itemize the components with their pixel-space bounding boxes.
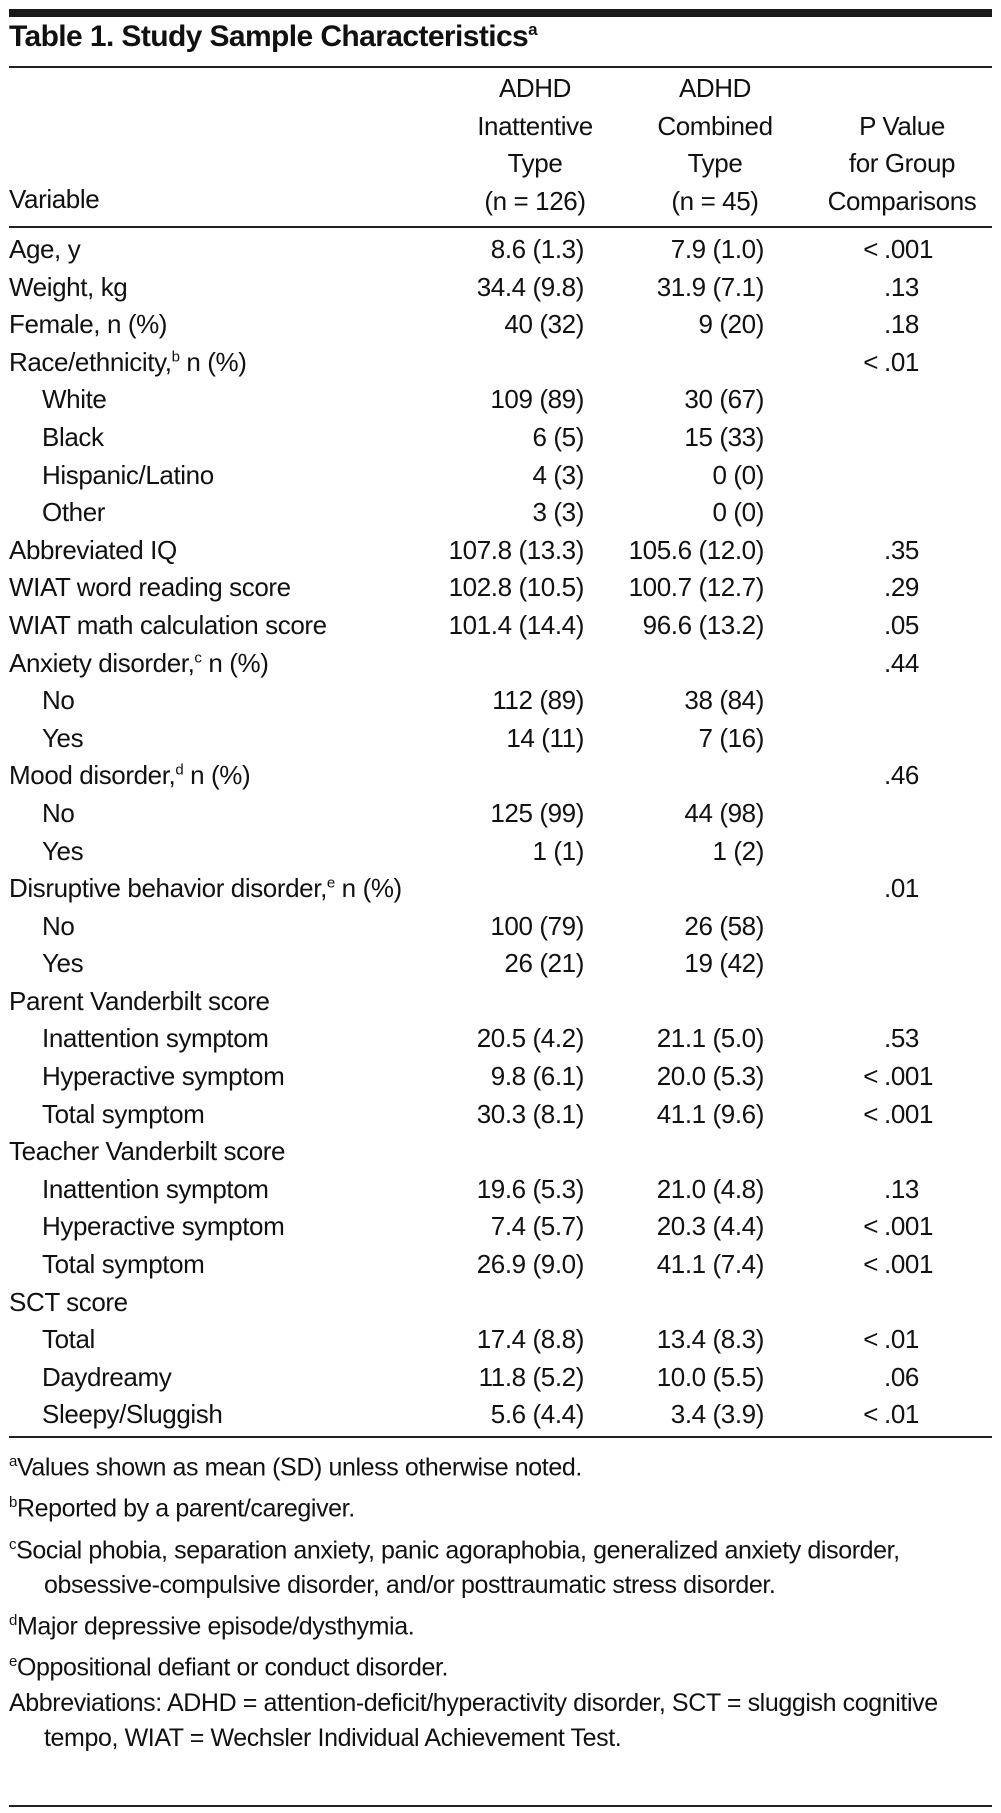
row-label: No — [42, 685, 75, 716]
row-label: Hispanic/Latino — [42, 459, 214, 490]
table-body — [9, 231, 992, 1434]
combined-value: 96.6 (13.2) — [642, 609, 764, 640]
combined-value: 38 (84) — [684, 685, 764, 716]
table-row — [9, 1058, 992, 1096]
combined-value: 41.1 (9.6) — [656, 1098, 764, 1129]
table-row — [9, 908, 992, 946]
row-label: Mood disorder,$^d$ n (%) — [9, 760, 251, 791]
table-row — [9, 231, 992, 269]
table-row — [9, 306, 992, 344]
header-inattentive: ADHD Inattentive Type (n = 126) — [477, 73, 593, 216]
row-label: Teacher Vanderbilt score — [9, 1136, 286, 1167]
combined-value: 26 (58) — [684, 910, 764, 941]
table-row — [9, 720, 992, 758]
row-label: Other — [42, 497, 106, 528]
combined-value: 105.6 (12.0) — [628, 534, 764, 565]
table-row — [9, 682, 992, 720]
inattentive-value: 112 (89) — [492, 685, 584, 716]
combined-value: 10.0 (5.5) — [656, 1361, 764, 1392]
row-label: White — [42, 384, 107, 415]
table-row — [9, 1171, 992, 1209]
table-row — [9, 1096, 992, 1134]
table-row — [9, 1133, 992, 1171]
combined-value: 7.9 (1.0) — [670, 234, 764, 264]
row-label: Total symptom — [42, 1249, 205, 1280]
table-row — [9, 1321, 992, 1359]
combined-value: 41.1 (7.4) — [656, 1249, 764, 1280]
combined-value: 15 (33) — [684, 421, 764, 452]
table-row — [9, 457, 992, 495]
table-row — [9, 1020, 992, 1058]
combined-value: 3.4 (3.9) — [670, 1399, 764, 1430]
combined-value: 30 (67) — [684, 384, 764, 415]
table-row — [9, 645, 992, 683]
row-label: No — [42, 797, 75, 828]
table-row — [9, 1396, 992, 1434]
row-label: Hyperactive symptom — [42, 1211, 285, 1242]
row-label: Abbreviated IQ — [9, 534, 177, 565]
footnote: $^c$Social phobia, separation anxiety, panic agoraphobia, generalized anxiety disorder, obsessive-compulsive disorder, and/or posttraumatic stress disorder. — [9, 1535, 900, 1599]
footnote: $^a$Values shown as mean (SD) unless otherwise noted. — [9, 1453, 582, 1482]
inattentive-value: 14 (11) — [506, 722, 584, 753]
p-value: .46 — [884, 760, 919, 791]
header-combined: ADHD Combined Type (n = 45) — [657, 73, 773, 216]
row-label: Total — [42, 1324, 95, 1355]
inattentive-value: 26 (21) — [504, 948, 584, 979]
table-row — [9, 344, 992, 382]
inattentive-value: 3 (3) — [532, 497, 584, 528]
inattentive-value: 19.6 (5.3) — [476, 1173, 584, 1204]
p-value: < .01 — [863, 1399, 919, 1430]
inattentive-value: 7.4 (5.7) — [490, 1211, 584, 1242]
row-label: Total symptom — [42, 1098, 205, 1129]
body-rule — [9, 1436, 992, 1438]
table-row — [9, 381, 992, 419]
p-value: .44 — [884, 647, 919, 678]
inattentive-value: 9.8 (6.1) — [490, 1061, 584, 1092]
combined-value: 21.1 (5.0) — [656, 1023, 764, 1054]
combined-value: 9 (20) — [698, 309, 764, 340]
inattentive-value: 109 (89) — [490, 384, 584, 415]
inattentive-value: 1 (1) — [532, 835, 584, 866]
header-variable: Variable — [9, 184, 100, 214]
row-label: Hyperactive symptom — [42, 1061, 285, 1092]
footnote: $^d$Major depressive episode/dysthymia. — [9, 1611, 415, 1641]
inattentive-value: 102.8 (10.5) — [448, 572, 584, 603]
table-row — [9, 269, 992, 307]
p-value: < .01 — [863, 1324, 919, 1355]
row-label: Black — [42, 421, 104, 452]
inattentive-value: 107.8 (13.3) — [448, 534, 584, 565]
row-label: Parent Vanderbilt score — [9, 985, 270, 1016]
inattentive-value: 101.4 (14.4) — [448, 609, 584, 640]
inattentive-value: 34.4 (9.8) — [476, 271, 584, 302]
inattentive-value: 8.6 (1.3) — [490, 234, 584, 264]
table-row — [9, 795, 992, 833]
bottom-rule — [9, 1805, 992, 1807]
table-row — [9, 757, 992, 795]
footnote: $^e$Oppositional defiant or conduct disorder. — [9, 1653, 449, 1682]
p-value: .29 — [884, 572, 919, 603]
top-rule — [9, 9, 992, 17]
inattentive-value: 6 (5) — [532, 421, 584, 452]
table-row — [9, 870, 992, 908]
table-row — [9, 1208, 992, 1246]
inattentive-value: 20.5 (4.2) — [476, 1023, 584, 1054]
row-label: Anxiety disorder,$^c$ n (%) — [9, 647, 269, 678]
row-label: WIAT math calculation score — [9, 609, 327, 640]
p-value: .35 — [884, 534, 919, 565]
combined-value: 44 (98) — [684, 797, 764, 828]
p-value: .18 — [884, 309, 919, 340]
inattentive-value: 40 (32) — [504, 309, 584, 340]
p-value: .13 — [884, 271, 919, 302]
table-row — [9, 1246, 992, 1284]
combined-value: 1 (2) — [712, 835, 764, 866]
combined-value: 19 (42) — [684, 948, 764, 979]
inattentive-value: 26.9 (9.0) — [476, 1249, 584, 1280]
table-row — [9, 1359, 992, 1397]
inattentive-value: 30.3 (8.1) — [476, 1098, 584, 1129]
inattentive-value: 100 (79) — [490, 910, 584, 941]
table-row — [9, 833, 992, 871]
p-value: < .01 — [863, 346, 919, 377]
combined-value: 20.3 (4.4) — [656, 1211, 764, 1242]
row-label: Yes — [42, 948, 84, 979]
row-label: Weight, kg — [9, 271, 128, 302]
p-value: .13 — [884, 1173, 919, 1204]
combined-value: 21.0 (4.8) — [656, 1173, 764, 1204]
row-label: Daydreamy — [42, 1361, 172, 1392]
title-rule — [9, 66, 992, 68]
row-label: Inattention symptom — [42, 1173, 269, 1204]
table-row — [9, 1284, 992, 1322]
p-value: < .001 — [863, 234, 934, 264]
row-label: Female, n (%) — [9, 309, 168, 340]
table-title: Table 1. Study Sample Characteristics$^a$ — [9, 20, 537, 53]
footnote: $^b$Reported by a parent/caregiver. — [9, 1494, 355, 1523]
header-p-value: P Value for Group Comparisons — [827, 110, 977, 216]
combined-value: 0 (0) — [712, 497, 764, 528]
table-row — [9, 532, 992, 570]
inattentive-value: 125 (99) — [490, 797, 584, 828]
inattentive-value: 4 (3) — [532, 459, 584, 490]
table-row — [9, 945, 992, 983]
header-rule — [9, 226, 992, 228]
combined-value: 7 (16) — [698, 722, 764, 753]
combined-value: 13.4 (8.3) — [656, 1324, 764, 1355]
row-label: Sleepy/Sluggish — [42, 1399, 223, 1430]
row-label: Race/ethnicity,$^b$ n (%) — [9, 346, 247, 377]
combined-value: 31.9 (7.1) — [656, 271, 764, 302]
p-value: < .001 — [863, 1098, 934, 1129]
table-row — [9, 569, 992, 607]
footnote: Abbreviations: ADHD = attention-deficit/hyperactivity disorder, SCT = sluggish cognitive tempo, WIAT = Wechsler Individual Achievement Test. — [9, 1688, 938, 1752]
table-row — [9, 983, 992, 1021]
p-value: .06 — [884, 1361, 919, 1392]
row-label: Yes — [42, 835, 84, 866]
p-value: < .001 — [863, 1061, 934, 1092]
combined-value: 0 (0) — [712, 459, 764, 490]
p-value: .01 — [884, 873, 919, 904]
table-row — [9, 494, 992, 532]
combined-value: 100.7 (12.7) — [628, 572, 764, 603]
table-row — [9, 419, 992, 457]
table-row — [9, 607, 992, 645]
row-label: Yes — [42, 722, 84, 753]
footnotes — [9, 1444, 981, 1756]
p-value: < .001 — [863, 1211, 934, 1242]
p-value: .05 — [884, 609, 919, 640]
p-value: .53 — [884, 1023, 919, 1054]
row-label: WIAT word reading score — [9, 572, 291, 603]
row-label: SCT score — [9, 1286, 128, 1317]
combined-value: 20.0 (5.3) — [656, 1061, 764, 1092]
inattentive-value: 11.8 (5.2) — [478, 1361, 584, 1392]
inattentive-value: 17.4 (8.8) — [476, 1324, 584, 1355]
row-label: Inattention symptom — [42, 1023, 269, 1054]
row-label: Disruptive behavior disorder,$^e$ n (%) — [9, 873, 402, 904]
row-label: Age, y — [9, 234, 81, 264]
inattentive-value: 5.6 (4.4) — [490, 1399, 584, 1430]
p-value: < .001 — [863, 1249, 934, 1280]
row-label: No — [42, 910, 75, 941]
